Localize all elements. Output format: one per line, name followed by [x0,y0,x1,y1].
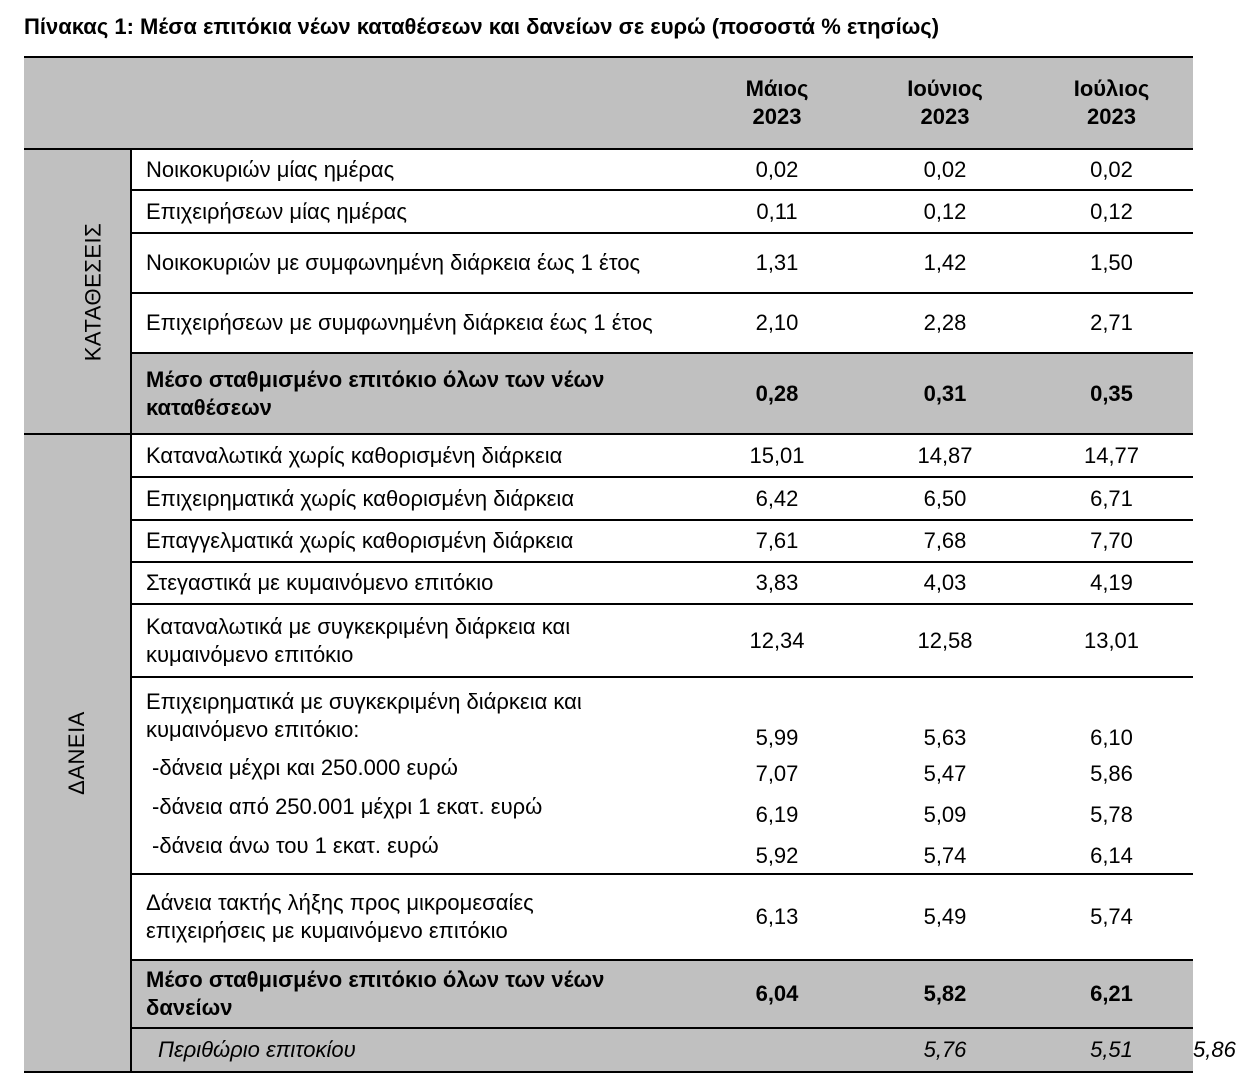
subrow-label: -δάνεια μέχρι και 250.000 ευρώ [152,755,458,780]
business-loans-group-row [24,677,1193,874]
cell-value: 2,28 [860,293,1030,353]
cell-value: 0,02 [694,149,860,190]
cell-value: 5,49 [860,874,1030,960]
summary-value: 5,82 [860,960,1030,1028]
table-row [24,520,1193,562]
cell-value: 0,12 [860,190,1030,233]
cell-value: 14,77 [1030,434,1193,477]
cell-value: 2,71 [1030,293,1193,353]
group-values-june [860,677,1030,874]
row-label: Επαγγελματικά χωρίς καθορισμένη διάρκεια [131,520,694,562]
cell-value: 6,71 [1030,477,1193,520]
cell-value: 2,10 [694,293,860,353]
cell-value: 0,12 [1030,190,1193,233]
summary-value: 6,21 [1030,960,1193,1028]
cell-value: 7,07 [755,761,799,786]
subrow-label: -δάνεια άνω του 1 εκατ. ευρώ [152,833,439,858]
cell-value: 6,14 [1090,843,1133,868]
cell-value: 5,99 [755,725,799,750]
cell-value: 1,31 [694,233,860,293]
cell-value: 1,50 [1030,233,1193,293]
rates-table [24,56,1236,1073]
cell-value: 13,01 [1030,604,1193,677]
table-row [24,190,1193,233]
rates-table-container [24,56,1236,1073]
row-label: Νοικοκυριών με συμφωνημένη διάρκεια έως 1 έτος [131,233,694,293]
row-label: Επιχειρήσεων μίας ημέρας [131,190,694,233]
group-label: Επιχειρηματικά με συγκεκριμένη διάρκεια και κυμαινόμενο επιτόκιο: [146,689,582,742]
cell-value: 12,34 [694,604,860,677]
margin-value: 5,51 [1030,1028,1193,1072]
cell-value: 0,11 [694,190,860,233]
table-row [24,434,1193,477]
row-label: Στεγαστικά με κυμαινόμενο επιτόκιο [131,562,694,604]
column-header-june [860,57,1030,149]
cell-value: 7,70 [1030,520,1193,562]
cell-value: 4,03 [860,562,1030,604]
cell-value: 12,58 [860,604,1030,677]
section-label-text: ΚΑΤΑΘΕΣΕΙΣ [80,222,106,361]
column-month: Ιούλιος [1073,76,1150,101]
cell-value: 5,92 [755,843,799,868]
cell-value: 0,02 [1030,149,1193,190]
cell-value: 5,74 [1030,874,1193,960]
sme-loans-row [24,874,1193,960]
cell-value: 5,78 [1090,802,1133,827]
row-label: Επιχειρήσεων με συμφωνημένη διάρκεια έως 1 έτος [131,293,694,353]
cell-value: 15,01 [694,434,860,477]
business-group-cell [131,677,694,874]
header-row [24,57,1193,149]
column-year: 2023 [1087,104,1136,129]
cell-value: 6,13 [694,874,860,960]
cell-value: 5,74 [923,843,967,868]
summary-label: Μέσο σταθμισμένο επιτόκιο όλων των νέων καταθέσεων [131,353,694,434]
column-header-july [1030,57,1193,149]
cell-value: 5,86 [1090,761,1133,786]
deposits-summary-row [24,353,1193,434]
margin-label: Περιθώριο επιτοκίου [131,1028,860,1072]
table-row [24,149,1193,190]
interest-margin-row: Περιθώριο επιτοκίου 5,76 5,51 5,86 [24,1028,1193,1072]
column-year: 2023 [920,104,970,129]
table-title: Πίνακας 1: Μέσα επιτόκια νέων καταθέσεων και δανείων σε ευρώ (ποσοστά % ετησίως) [24,14,940,39]
cell-value: 6,19 [755,802,799,827]
column-header-may [694,57,860,149]
cell-value: 1,42 [860,233,1030,293]
cell-value: 5,09 [923,802,967,827]
cell-value: 14,87 [860,434,1030,477]
cell-value: 7,68 [860,520,1030,562]
table-row [24,604,1193,677]
section-label-text: ΔΑΝΕΙΑ [64,711,89,795]
summary-value: 0,35 [1030,353,1193,434]
column-year: 2023 [752,104,802,129]
table-row [24,233,1193,293]
cell-value: 7,61 [694,520,860,562]
summary-label: Μέσο σταθμισμένο επιτόκιο όλων των νέων δανείων [131,960,694,1028]
row-label: Νοικοκυριών μίας ημέρας [131,149,694,190]
cell-value: 6,10 [1090,725,1133,750]
cell-value: 6,50 [860,477,1030,520]
cell-value: 5,47 [923,761,967,786]
table-row [24,477,1193,520]
row-label: Καταναλωτικά χωρίς καθορισμένη διάρκεια [131,434,694,477]
cell-value: 5,63 [923,725,967,750]
cell-value: 3,83 [694,562,860,604]
table-row [24,293,1193,353]
loans-summary-row [24,960,1193,1028]
loans-section-label [24,434,131,1072]
column-month: Μάιος [745,76,809,101]
deposits-section-label [24,149,131,434]
column-month: Ιούνιος [907,76,983,101]
row-label: Επιχειρηματικά χωρίς καθορισμένη διάρκεια [131,477,694,520]
group-values-july [1030,677,1193,874]
margin-value: 5,76 [860,1028,1030,1072]
row-label: Καταναλωτικά με συγκεκριμένη διάρκεια και κυμαινόμενο επιτόκιο [131,604,694,677]
row-label: Δάνεια τακτής λήξης προς μικρομεσαίες επιχειρήσεις με κυμαινόμενο επιτόκιο [131,874,694,960]
cell-value: 6,42 [694,477,860,520]
subrow-label: -δάνεια από 250.001 μέχρι 1 εκατ. ευρώ [152,794,543,819]
summary-value: 6,04 [694,960,860,1028]
summary-value: 0,31 [860,353,1030,434]
summary-value: 0,28 [694,353,860,434]
cell-value: 0,02 [860,149,1030,190]
group-values-may [694,677,860,874]
header-blank-cell [24,57,694,149]
table-row [24,562,1193,604]
cell-value: 4,19 [1030,562,1193,604]
